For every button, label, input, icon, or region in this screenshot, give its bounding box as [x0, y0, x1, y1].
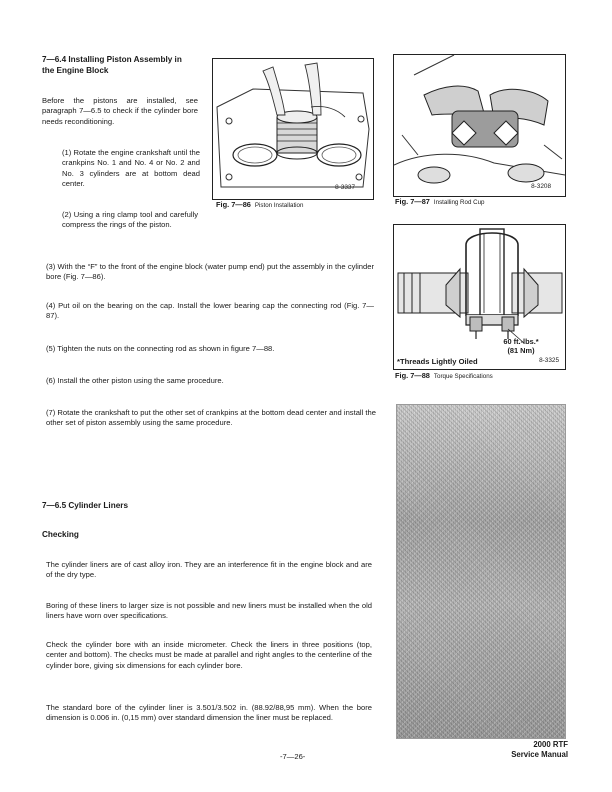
page-number: -7—26- — [280, 752, 306, 761]
liners-paragraph-1: The cylinder liners are of cast alloy iron. They are an interference fit in the engine block and are of the dry type. — [46, 560, 372, 580]
step-5: (5) Tighten the nuts on the connecting rod as shown in figure 7—88. — [46, 344, 275, 353]
caption-number: Fig. 7—88 — [395, 371, 430, 380]
figure-torque-specifications — [393, 224, 566, 370]
halftone-photo — [396, 404, 566, 739]
torque-value — [478, 337, 564, 355]
manual-title — [488, 740, 568, 760]
caption-text: Torque Specifications — [433, 373, 493, 380]
liners-paragraph-4: The standard bore of the cylinder liner is 3.501/3.502 in. (88.92/88,95 mm). When the bore dimension is 0.006 in. (0,15 mm) over standard dimension the liner must be replaced. — [46, 703, 372, 723]
subheading-checking: Checking — [42, 530, 79, 539]
step-6: (6) Install the other piston using the same procedure. — [46, 376, 224, 385]
manual-name: Service Manual — [511, 750, 568, 759]
caption-fig-7-86 — [216, 201, 303, 210]
rod-cup-illustration — [394, 55, 565, 196]
heading-line-2: the Engine Block — [42, 66, 109, 75]
heading-line-1: 7—6.4 Installing Piston Assembly in — [42, 55, 182, 64]
figure-installing-rod-cup — [393, 54, 566, 197]
step-2: (2) Using a ring clamp tool and carefully compress the rings of the piston. — [62, 210, 198, 230]
step-3: (3) With the “F” to the front of the engine block (water pump end) put the assembly in the cylinder bore (Fig. 7—86). — [46, 262, 374, 282]
intro-paragraph: Before the pistons are installed, see paragraph 7—6.5 to check if the cylinder bore needs reconditioning. — [42, 96, 198, 126]
figure-code-8-3337: 8-3337 — [335, 184, 355, 191]
caption-number: Fig. 7—87 — [395, 197, 430, 206]
step-1: (1) Rotate the engine crankshaft until the crankpins No. 1 and No. 4 or No. 2 and No. 3 cylinders are at bottom dead center. — [62, 148, 200, 189]
torque-ft-lbs: 60 ft.-lbs.* — [503, 337, 539, 346]
section-heading-cylinder-liners: 7—6.5 Cylinder Liners — [42, 501, 129, 510]
torque-nm: (81 Nm) — [507, 346, 535, 355]
liners-paragraph-2: Boring of these liners to larger size is not possible and new liners must be installed when the old liners have worn over specifications. — [46, 601, 372, 621]
figure-piston-installation — [212, 58, 374, 200]
caption-fig-7-88 — [395, 372, 493, 381]
step-7: (7) Rotate the crankshaft to put the other set of crankpins at the bottom dead center and install the other set of piston assembly using the same procedure. — [46, 408, 376, 428]
caption-number: Fig. 7—86 — [216, 200, 251, 209]
figure-code-8-3325: 8-3325 — [539, 357, 559, 364]
caption-text: Installing Rod Cup — [433, 199, 485, 206]
figure-code-8-3208: 8-3208 — [531, 183, 551, 190]
caption-fig-7-87 — [395, 198, 484, 207]
section-heading-installing-piston — [42, 54, 202, 76]
liners-paragraph-3: Check the cylinder bore with an inside micrometer. Check the liners in three positions (top, center and bottom). The checks must be made at parallel and right angles to the centerline of the cylinder bore, giving six dimensions for each cylinder bore. — [46, 640, 372, 670]
threads-oiled-note: *Threads Lightly Oiled — [397, 357, 478, 366]
caption-text: Piston Installation — [254, 202, 304, 209]
step-4: (4) Put oil on the bearing on the cap. Install the lower bearing cap the connecting rod (Fig. 7—87). — [46, 301, 374, 321]
manual-model: 2000 RTF — [533, 740, 568, 749]
piston-installation-illustration — [213, 59, 373, 199]
